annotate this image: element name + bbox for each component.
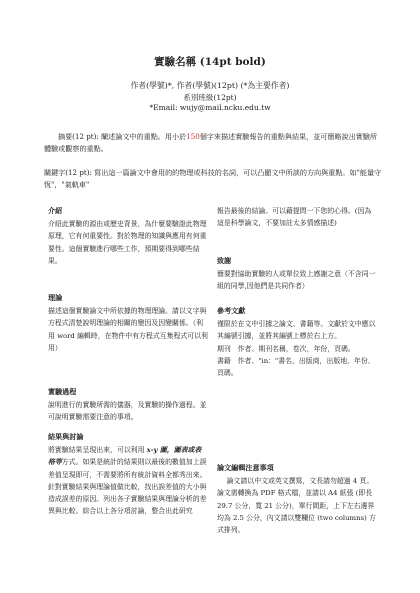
section-heading: 實驗過程 [48,387,77,396]
section-body: 描述這個實驗論文中所依據的物理理論。請以文字與方程式清楚說明理論的相關的變因及因變關係。（利用 word 編輯時，在物件中有方程式互集程式可以利用） [48,307,208,352]
section-heading: 致謝 [217,256,232,265]
section-theory [48,292,208,354]
abstract [44,131,384,155]
section-body: 說明進行的實驗所需的儀器，及實驗的操作過程。並可說明實驗需要注意的事項。 [48,401,207,422]
abstract-text-pre: 闡述論文中的重點。用小於 [98,132,187,141]
section-heading: 介紹 [48,206,63,215]
section-acknowledgement [217,255,377,293]
email-line: *Email: wujy@mail.ncku.edu.tw [149,103,271,112]
results-text-post: 方式。如果是統計的結果則以最後的數值加上誤差值呈現即可，不需要將所有統計資料全都秀出來。針對實驗結果與理論值做比較，找出誤差值的大小與造成誤差的原因。列出各子實驗結果與理論分析的差異與比較。綜合以上各分項討論，整合出此研究 [48,458,207,516]
results-text-emphasis: x-y 圖，圖表或表格等 [48,446,202,467]
section-heading: 結果與討論 [48,432,84,441]
keywords: 關鍵字(12 pt): 寫出這一篇論文中會用的的物理或科技的名詞，可以凸顯文中所談的方向與重點。如"能量守恆"，"氣軌車" [44,168,382,189]
section-body: 簡要對協助實驗的人或單位致上感謝之意（不含同一組的同學,因他們是共同作者） [217,270,376,291]
section-formatting-notes [217,462,377,536]
author-line: 作者(學號)*, 作者(學號)(12pt) (*為主要作者) [130,81,290,90]
paper-title: 實驗名稱 (14pt bold) [154,56,266,68]
results-text-pre: 將實驗結果呈現出來，可以利用 [48,446,147,455]
reference-format-book: 書籍 作者、"in："書名，出版商，出版地、年份、頁碼。 [217,356,375,378]
conclusion-continuation [217,205,377,229]
section-procedure [48,386,208,424]
references-intro: 僅限於在文中引據之論文、書籍等。文獻於文中應以其編號引據，並將其編號上標於右上方。 [217,320,376,341]
section-body: 論文請以中文或英文撰寫，文長請勿超過 4 頁。論文需轉換為 PDF 格式檔，並請以 A4 紙張 (即長 29.7 公分，寬 21 公分)，單行間距，上下左右邊界均為 2.5 公分，內文請以雙欄位 (two columns) 方式排列。 [217,477,376,535]
section-heading: 論文編輯注意事項 [217,463,274,472]
abstract-word-count: 150 [186,132,200,141]
section-body: 介紹此實驗的源由或歷史背景，為什麼要驗證此物理原理，它有何重要性。對於物理的知識與應用有何重要性。這個實驗進行哪些工作，預期要得到哪些結果。 [48,220,207,265]
department-line: 系別班級(12pt) [183,93,237,102]
abstract-label: 摘要(12 pt): [58,132,99,141]
section-references [217,305,377,379]
section-results [48,431,208,517]
section-body: 報告最後的結論。可以藉提問一下您的心得。(因為這是科學論文，不要加註太多情感描述) [217,207,372,228]
section-heading: 參考文獻 [217,306,246,315]
reference-format-journal: 期刊 作者、期刊名稱，卷次，年份，頁碼。 [217,344,355,353]
section-introduction [48,205,208,267]
abstract-text-post: 個字來描述實驗報告的重點與結果，並可簡略說出實驗所體驗或觀察的重點。 [44,132,378,153]
section-body [48,444,208,517]
section-heading: 理論 [48,293,63,302]
